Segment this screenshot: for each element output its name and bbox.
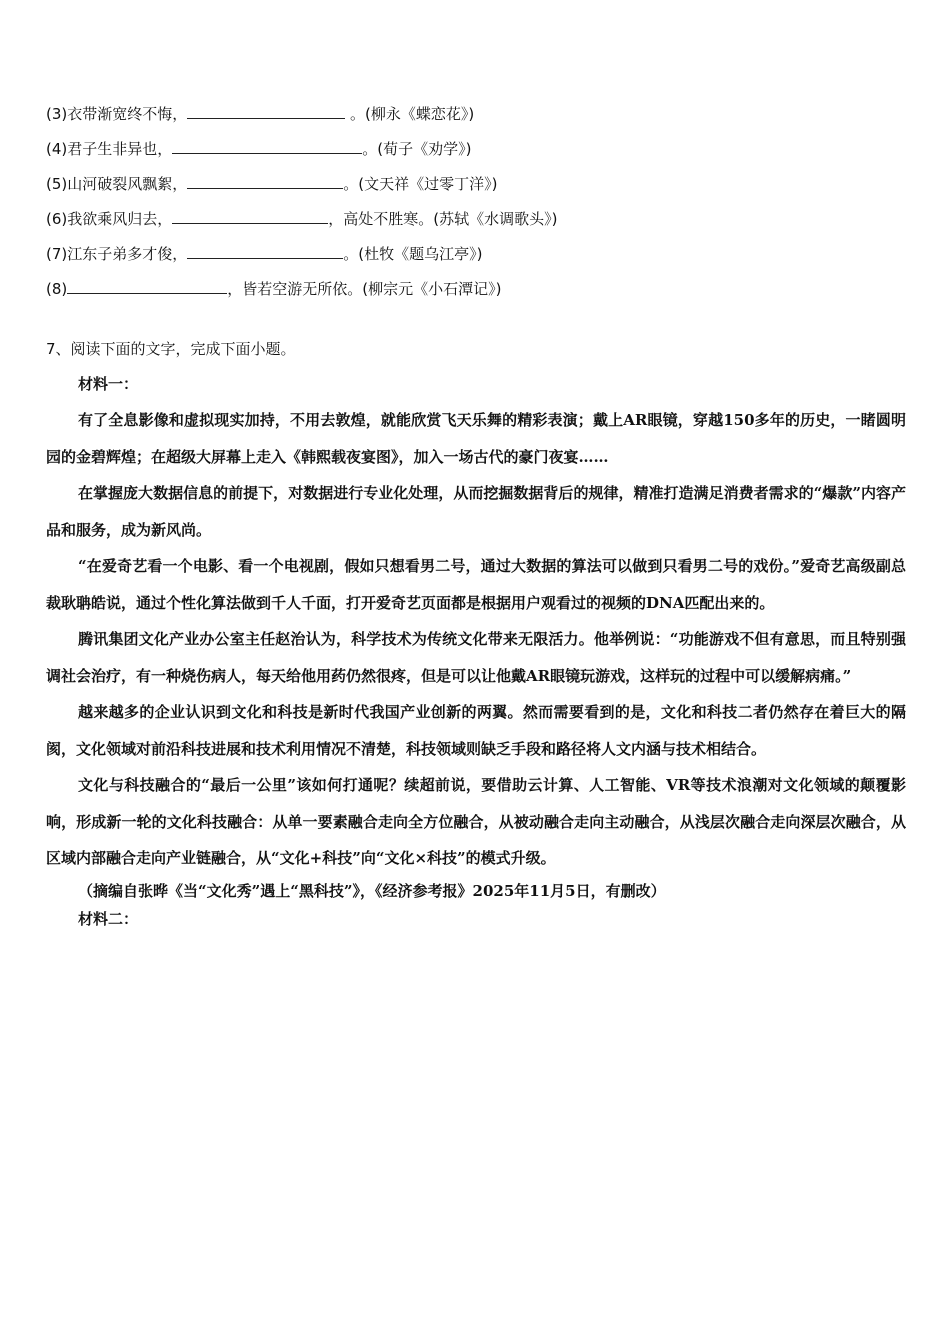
answer-blank[interactable]: [187, 168, 343, 189]
fill-in-suffix: ，皆若空游无所依。(柳宗元《小石潭记》): [227, 280, 502, 298]
passage-paragraph: 在掌握庞大数据信息的前提下，对数据进行专业化处理，从而挖掘数据背后的规律，精准打造满足消费者需求的“爆款”内容产品和服务，成为新风尚。: [46, 484, 906, 539]
passage-paragraph: “在爱奇艺看一个电影、看一个电视剧，假如只想看男二号，通过大数据的算法可以做到只看男二号的戏份。”爱奇艺高级副总裁耿聃皓说，通过个性化算法做到千人千面，打开爱奇艺页面都是根据用户观看过的视频的DNA匹配出来的。: [46, 557, 906, 612]
fill-in-prefix: (6)我欲乘风归去，: [46, 210, 173, 228]
reading-passage: [46, 370, 906, 933]
passage-paragraph: 有了全息影像和虚拟现实加持，不用去敦煌，就能欣赏飞天乐舞的精彩表演；戴上AR眼镜，穿越150多年的历史，一睹圆明园的金碧辉煌；在超级大屏幕上走入《韩熙载夜宴图》，加入一场古代的豪门夜宴……: [46, 411, 906, 466]
answer-blank[interactable]: [172, 133, 362, 154]
fill-in-item-6: [46, 203, 906, 238]
material-1-heading: 材料一：: [78, 375, 139, 393]
fill-in-suffix: 。(文天祥《过零丁洋》): [343, 175, 498, 193]
source-citation: （摘编自张晔《当“文化秀”遇上“黑科技”》，《经济参考报》2025年11月5日，有删改）: [78, 881, 666, 900]
fill-in-prefix: (5)山河破裂风飘絮，: [46, 175, 188, 193]
fill-in-suffix: ，高处不胜寒。(苏轼《水调歌头》): [328, 210, 558, 228]
fill-in-item-7: [46, 238, 906, 273]
answer-blank[interactable]: [187, 238, 343, 259]
answer-blank[interactable]: [187, 98, 345, 119]
fill-in-item-5: [46, 168, 906, 203]
fill-in-prefix: (7)江东子弟多才俊，: [46, 245, 188, 263]
fill-in-item-8: [46, 273, 906, 308]
question-7-stem: 7、阅读下面的文字，完成下面小题。: [46, 340, 296, 358]
fill-in-suffix: 。(荀子《劝学》): [362, 140, 472, 158]
fill-in-questions: [46, 98, 906, 308]
fill-in-suffix: 。(柳永《蝶恋花》): [345, 105, 475, 123]
passage-paragraph: 腾讯集团文化产业办公室主任赵治认为，科学技术为传统文化带来无限活力。他举例说：“功能游戏不但有意思，而且特别强调社会治疗，有一种烧伤病人，每天给他用药仍然很疼，但是可以让他戴AR眼镜玩游戏，这样玩的过程中可以缓解病痛。”: [46, 630, 906, 685]
fill-in-prefix: (4)君子生非异也，: [46, 140, 173, 158]
fill-in-suffix: 。(杜牧《题乌江亭》): [343, 245, 483, 263]
fill-in-prefix: (8): [46, 280, 68, 298]
answer-blank[interactable]: [172, 203, 328, 224]
answer-blank[interactable]: [67, 273, 227, 294]
fill-in-item-4: [46, 133, 906, 168]
passage-paragraph: 越来越多的企业认识到文化和科技是新时代我国产业创新的两翼。然而需要看到的是，文化和科技二者仍然存在着巨大的隔阂，文化领域对前沿科技进展和技术利用情况不清楚，科技领域则缺乏手段和路径将人文内涵与技术相结合。: [46, 703, 906, 758]
fill-in-prefix: (3)衣带渐宽终不悔，: [46, 105, 188, 123]
passage-paragraph: 文化与科技融合的“最后一公里”该如何打通呢？续超前说，要借助云计算、人工智能、VR等技术浪潮对文化领域的颠覆影响，形成新一轮的文化科技融合：从单一要素融合走向全方位融合，从被动融合走向主动融合，从浅层次融合走向深层次融合，从区域内部融合走向产业链融合，从“文化+科技”向“文化×科技”的模式升级。: [46, 776, 906, 867]
material-2-heading: 材料二：: [78, 909, 139, 928]
fill-in-item-3: [46, 98, 906, 133]
